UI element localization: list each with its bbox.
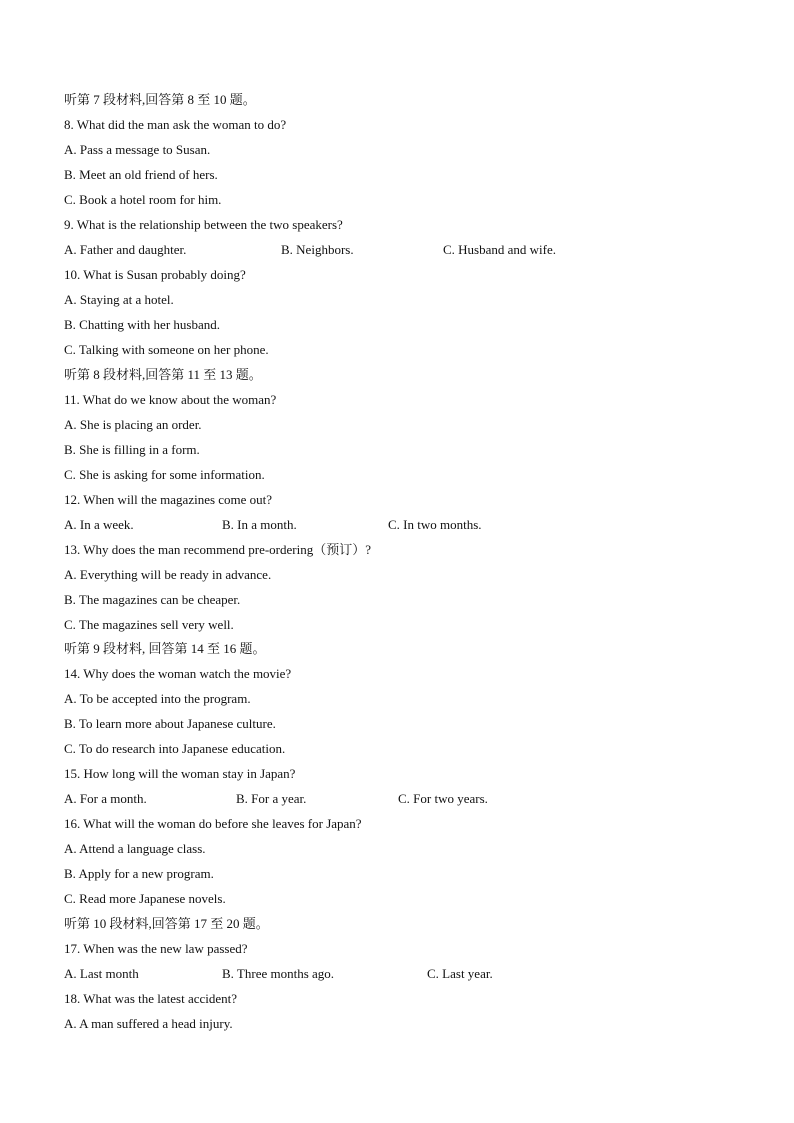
option: A. A man suffered a head injury. (64, 1016, 233, 1031)
question-stem: 15. How long will the woman stay in Japan? (64, 766, 296, 781)
option: B. For a year. (236, 791, 307, 806)
section-heading: 听第 7 段材料,回答第 8 至 10 题。 (64, 92, 256, 107)
option: C. To do research into Japanese education. (64, 741, 286, 756)
option: C. For two years. (398, 791, 488, 806)
section-heading: 听第 10 段材料,回答第 17 至 20 题。 (64, 916, 269, 931)
option: A. Pass a message to Susan. (64, 142, 211, 157)
option: C. Talking with someone on her phone. (64, 342, 269, 357)
option: B. The magazines can be cheaper. (64, 592, 241, 607)
option: C. Husband and wife. (443, 242, 557, 257)
option: C. Last year. (427, 966, 493, 981)
question-stem: 11. What do we know about the woman? (64, 392, 277, 407)
option: A. She is placing an order. (64, 417, 202, 432)
option: B. Chatting with her husband. (64, 317, 220, 332)
question-stem: 8. What did the man ask the woman to do? (64, 117, 287, 132)
option: B. In a month. (222, 517, 297, 532)
option: C. The magazines sell very well. (64, 617, 234, 632)
option: B. She is filling in a form. (64, 442, 200, 457)
question-stem: 12. When will the magazines come out? (64, 492, 273, 507)
option: A. For a month. (64, 791, 147, 806)
option: A. Staying at a hotel. (64, 292, 174, 307)
option: A. Last month (64, 966, 139, 981)
option: C. Read more Japanese novels. (64, 891, 226, 906)
option: A. In a week. (64, 517, 134, 532)
option: B. Apply for a new program. (64, 866, 214, 881)
option: C. She is asking for some information. (64, 467, 265, 482)
question-stem: 14. Why does the woman watch the movie? (64, 666, 292, 681)
option: A. To be accepted into the program. (64, 691, 251, 706)
section-heading: 听第 9 段材料, 回答第 14 至 16 题。 (64, 641, 266, 656)
question-stem: 17. When was the new law passed? (64, 941, 248, 956)
question-stem: 9. What is the relationship between the two speakers? (64, 217, 343, 232)
option: A. Everything will be ready in advance. (64, 567, 272, 582)
option: C. Book a hotel room for him. (64, 192, 222, 207)
option: B. Three months ago. (222, 966, 335, 981)
option: B. Meet an old friend of hers. (64, 167, 218, 182)
question-stem: 18. What was the latest accident? (64, 991, 238, 1006)
option: B. Neighbors. (281, 242, 354, 257)
option: C. In two months. (388, 517, 482, 532)
option: A. Father and daughter. (64, 242, 187, 257)
question-stem: 10. What is Susan probably doing? (64, 267, 246, 282)
question-stem: 16. What will the woman do before she leaves for Japan? (64, 816, 362, 831)
option: B. To learn more about Japanese culture. (64, 716, 276, 731)
section-heading: 听第 8 段材料,回答第 11 至 13 题。 (64, 367, 262, 382)
question-stem: 13. Why does the man recommend pre-ordering（预订）? (64, 542, 371, 557)
option: A. Attend a language class. (64, 841, 206, 856)
